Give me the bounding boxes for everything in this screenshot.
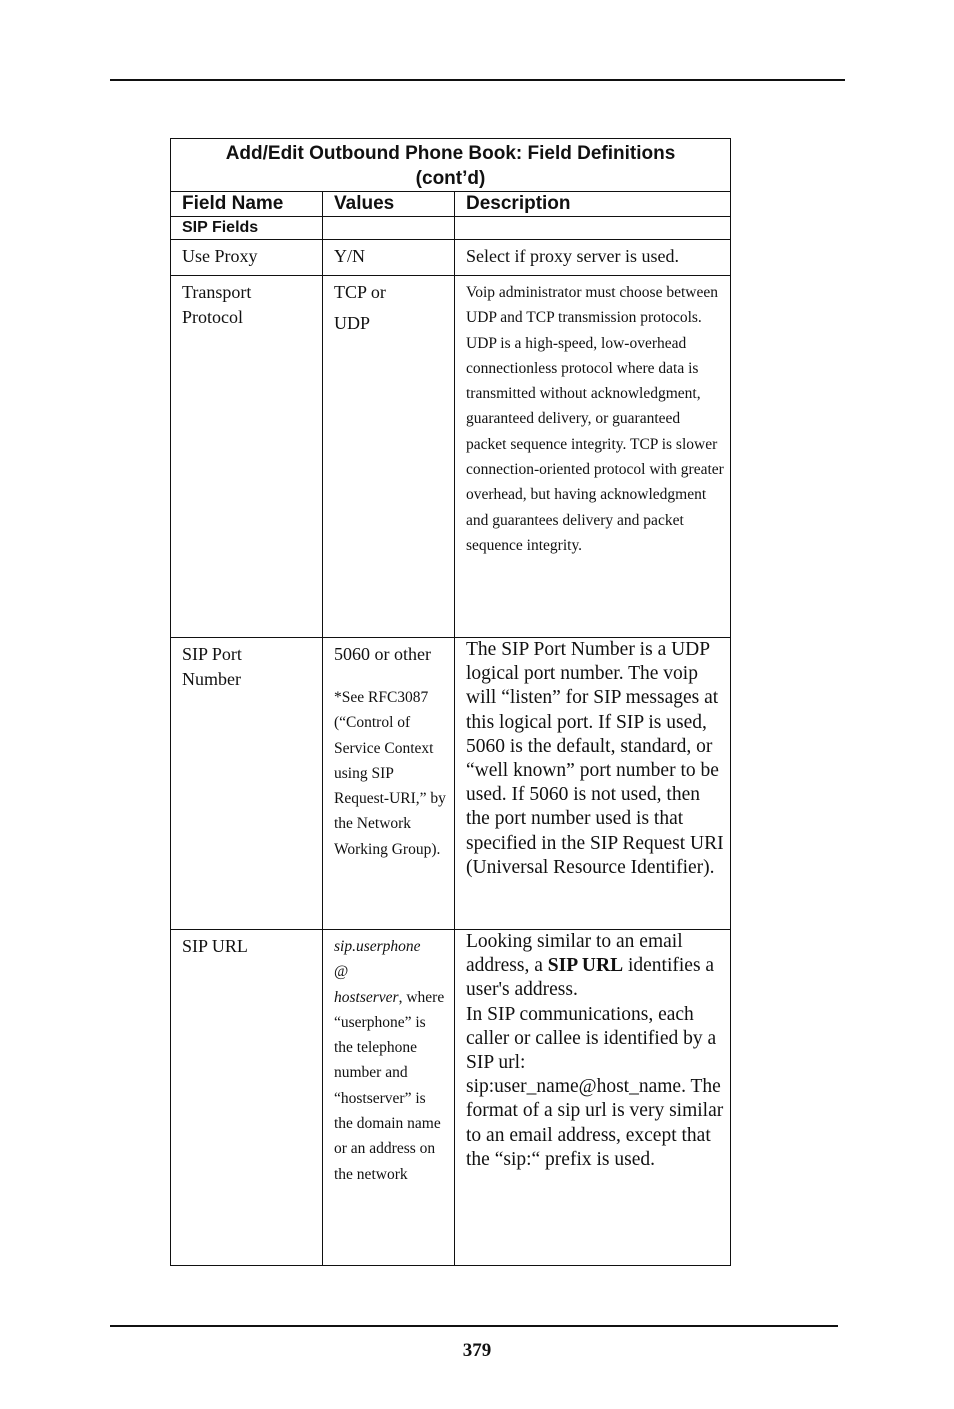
field-name: SIP URL [171, 930, 323, 1266]
table-row-sip-port-number [171, 638, 731, 930]
section-row [171, 217, 731, 240]
field-description: The SIP Port Number is a UDP logical port number. The voip will “listen” for SIP messages at this logical port. If SIP is used, 5060 is the default, standard, or “well known” port number to be used. If 5060 is not used, then the port number used is that specified in the SIP Request URI (Universal Resource Identifier). [455, 638, 731, 930]
table-row-sip-url [171, 930, 731, 1266]
header-rule [110, 79, 845, 81]
column-header-values: Values [323, 192, 455, 217]
field-description: Voip administrator must choose between UDP and TCP transmission protocols. UDP is a high-speed, low-overhead connectionless protocol where data is transmitted without acknowledgment, guaranteed delivery, or guaranteed packet sequence integrity. TCP is slower connection-oriented protocol with greater overhead, but having acknowledgment and guarantees delivery and packet sequence integrity. [455, 276, 731, 638]
footer-rule [110, 1325, 838, 1327]
table-title: Add/Edit Outbound Phone Book: Field Definitions (cont’d) [171, 139, 731, 192]
section-label-sip-fields: SIP Fields [171, 217, 323, 240]
column-header-row [171, 192, 731, 217]
field-values: sip.userphone @ hostserver, where “userphone” is the telephone number and “hostserver” is the domain name or an address on the network [323, 930, 455, 1266]
field-values: TCP or UDP [323, 276, 455, 638]
field-values: 5060 or other *See RFC3087 (“Control of Service Context using SIP Request-URI,” by the Network Working Group). [323, 638, 455, 930]
field-description: Looking similar to an email address, a SIP URL identifies a user's address. In SIP communications, each caller or callee is identified by a SIP url: sip:user_name@host_name. The format of a sip url is very similar to an email address, except that the “sip:“ prefix is used. [455, 930, 731, 1266]
field-description: Select if proxy server is used. [455, 240, 731, 276]
table-row-transport-protocol [171, 276, 731, 638]
table-title-row [171, 139, 731, 192]
field-values: Y/N [323, 240, 455, 276]
column-header-description: Description [455, 192, 731, 217]
field-name: Use Proxy [171, 240, 323, 276]
page-number: 379 [462, 1340, 492, 1361]
table-row-use-proxy [171, 240, 731, 276]
field-name: Transport Protocol [171, 276, 323, 638]
column-header-field-name: Field Name [171, 192, 323, 217]
field-name: SIP Port Number [171, 638, 323, 930]
field-definitions-table [170, 138, 731, 1266]
rfc-note: *See RFC3087 (“Control of Service Context using SIP Request-URI,” by the Network Working Group). [334, 689, 446, 858]
